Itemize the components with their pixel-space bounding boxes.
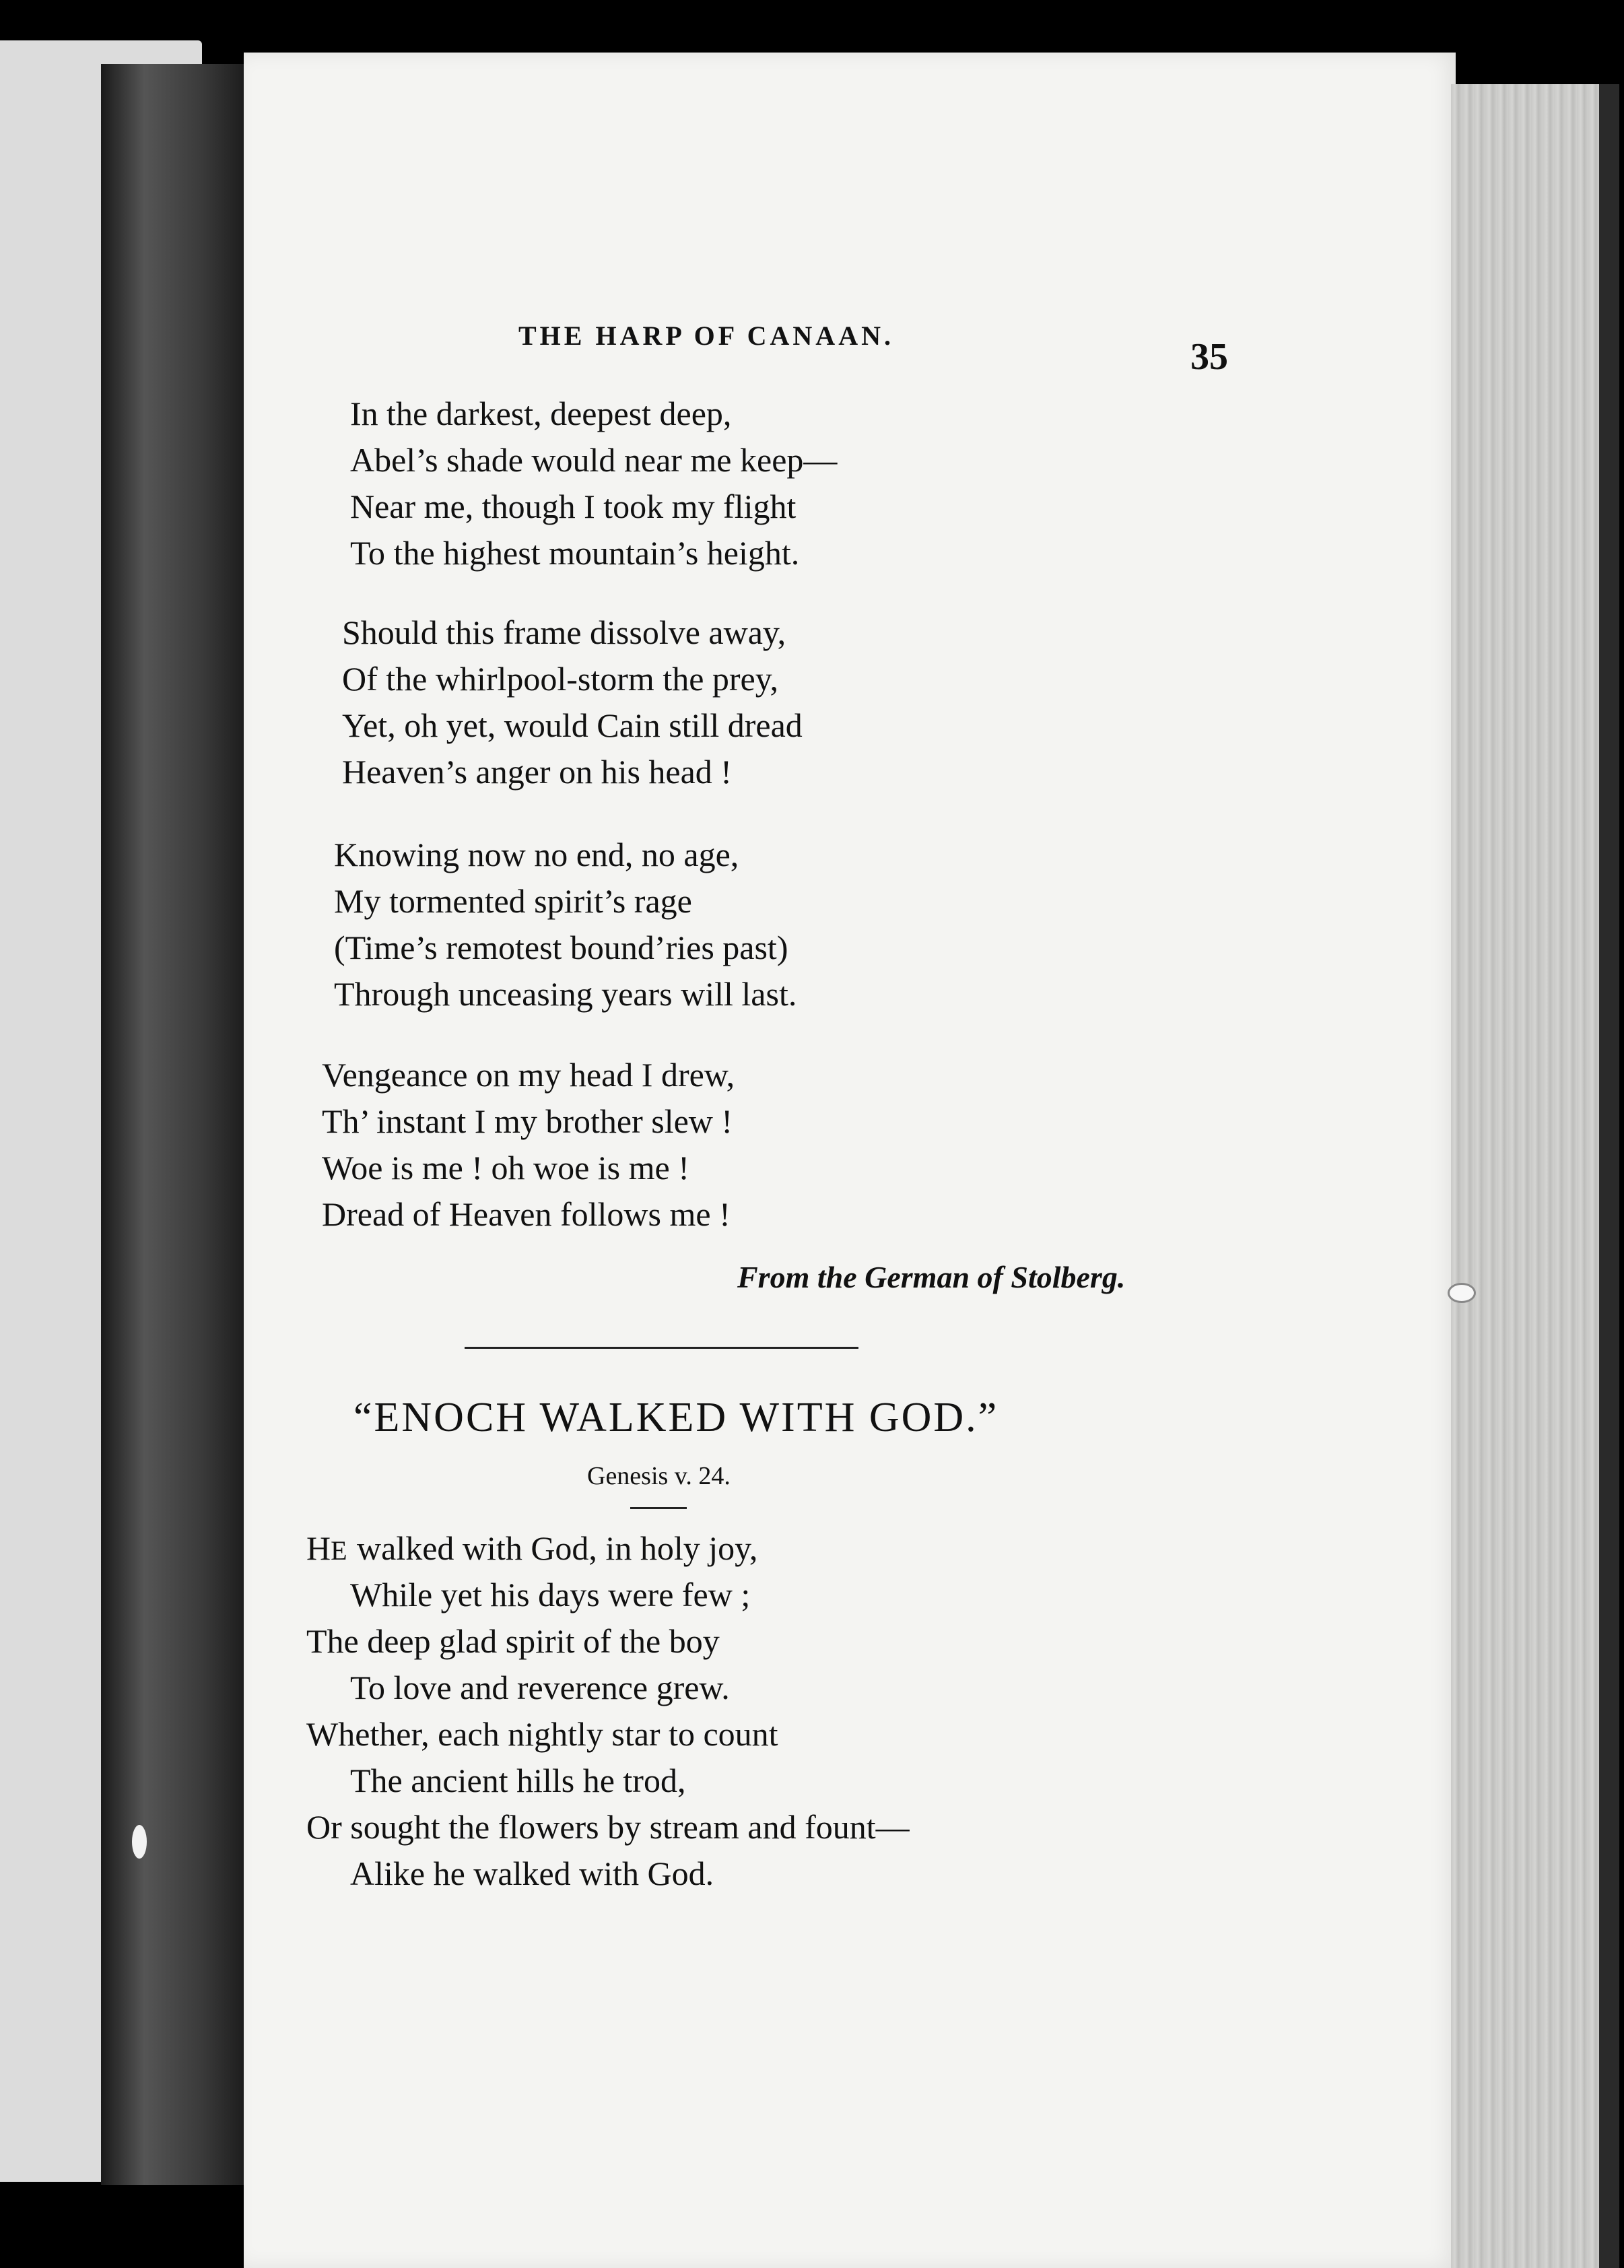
poem-line: Or sought the flowers by stream and fount— xyxy=(306,1808,910,1846)
stanza-3 xyxy=(334,832,797,1018)
poem-line: Alike he walked with God. xyxy=(350,1855,714,1892)
poem-line: Abel’s shade would near me keep— xyxy=(350,441,838,479)
page-speck xyxy=(132,1825,147,1859)
poem-line: Whether, each nightly star to count xyxy=(306,1715,778,1753)
poem-line: (Time’s remotest bound’ries past) xyxy=(334,929,788,966)
stanza-2 xyxy=(342,609,803,795)
poem-line: Heaven’s anger on his head ! xyxy=(342,753,732,791)
book-spine xyxy=(101,64,246,2185)
poem-line: To the highest mountain’s height. xyxy=(350,534,800,572)
drop-initial: H xyxy=(306,1529,331,1567)
page-speck xyxy=(1448,1283,1476,1303)
page-block-edge xyxy=(1451,84,1619,2268)
small-caps: E xyxy=(331,1535,349,1566)
poem-line: While yet his days were few ; xyxy=(350,1576,751,1613)
stanza-4 xyxy=(322,1052,735,1238)
poem-line: Should this frame dissolve away, xyxy=(342,613,786,651)
stanza-enoch xyxy=(306,1525,910,1897)
poem-line: Through unceasing years will last. xyxy=(334,975,797,1013)
first-line-text: walked with God, in holy joy, xyxy=(348,1529,758,1567)
section-divider xyxy=(465,1347,858,1349)
poem-line: To love and reverence grew. xyxy=(350,1669,730,1706)
poem-line: Knowing now no end, no age, xyxy=(334,836,739,873)
poem-line: Near me, though I took my flight xyxy=(350,488,797,525)
poem-line: Dread of Heaven follows me ! xyxy=(322,1195,731,1233)
poem-line: The deep glad spirit of the boy xyxy=(306,1622,720,1660)
poem-line: The ancient hills he trod, xyxy=(350,1762,686,1799)
poem-line: My tormented spirit’s rage xyxy=(334,882,692,920)
attribution: From the German of Stolberg. xyxy=(737,1260,1126,1294)
stanza-1 xyxy=(350,391,837,576)
poem-line: Yet, oh yet, would Cain still dread xyxy=(342,706,803,744)
title-rule xyxy=(630,1507,687,1509)
scripture-reference: Genesis v. 24. xyxy=(587,1462,731,1490)
poem-line: Th’ instant I my brother slew ! xyxy=(322,1102,733,1140)
running-head: THE HARP OF CANAAN. xyxy=(518,321,894,351)
poem-title: “ENOCH WALKED WITH GOD.” xyxy=(353,1395,999,1440)
poem-line-first xyxy=(306,1525,910,1572)
poem-line: Woe is me ! oh woe is me ! xyxy=(322,1149,689,1187)
poem-line: In the darkest, deepest deep, xyxy=(350,395,732,432)
poem-line: Of the whirlpool-storm the prey, xyxy=(342,660,778,698)
poem-line: Vengeance on my head I drew, xyxy=(322,1056,735,1094)
page-number: 35 xyxy=(1190,336,1228,378)
